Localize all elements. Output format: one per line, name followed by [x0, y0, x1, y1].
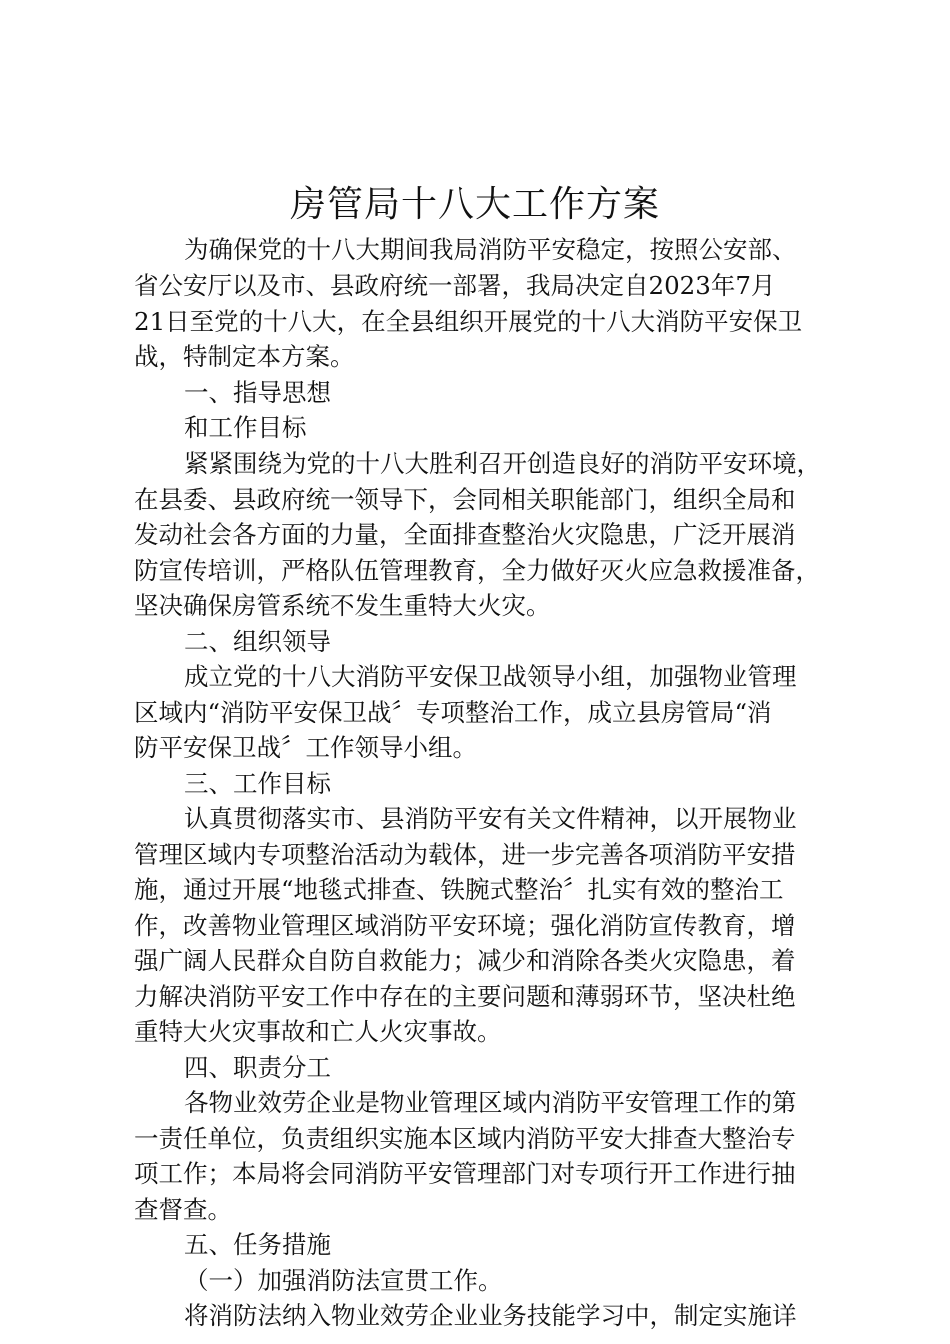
body-line: 防宣传培训，严格队伍管理教育，全力做好灭火应急救援准备，	[134, 556, 820, 585]
section-heading: 二、组织领导	[184, 627, 331, 656]
body-line: 紧紧围绕为党的十八大胜利召开创造良好的消防平安环境，	[184, 449, 821, 478]
body-line: 为确保党的十八大期间我局消防平安稳定，按照公安部、	[184, 235, 797, 264]
document-title: 房管局十八大工作方案	[289, 184, 660, 225]
body-line: 重特大火灾事故和亡人火灾事故。	[134, 1017, 502, 1046]
body-line: 一责任单位，负责组织实施本区域内消防平安大排查大整治专	[134, 1124, 796, 1153]
body-line: 21日至党的十八大，在全县组织开展党的十八大消防平安保卫	[134, 307, 803, 336]
body-line: 省公安厅以及市、县政府统一部署，我局决定自2023年7月	[134, 271, 776, 300]
body-line: 成立党的十八大消防平安保卫战领导小组，加强物业管理	[184, 662, 797, 691]
body-line: 将消防法纳入物业效劳企业业务技能学习中，制定实施详	[184, 1301, 797, 1330]
body-line: 防平安保卫战〞工作领导小组。	[134, 733, 477, 762]
body-line: 各物业效劳企业是物业管理区域内消防平安管理工作的第	[184, 1088, 797, 1117]
subsection-heading: （一）加强消防法宣贯工作。	[184, 1266, 503, 1295]
body-line: 区域内“消防平安保卫战〞专项整治工作，成立县房管局“消	[134, 698, 772, 727]
body-line: 发动社会各方面的力量，全面排查整治火灾隐患，广泛开展消	[134, 520, 796, 549]
body-line: 项工作；本局将会同消防平安管理部门对专项行开工作进行抽	[134, 1159, 796, 1188]
body-line: 施，通过开展“地毯式排查、铁腕式整治〞扎实有效的整治工	[134, 875, 784, 904]
section-heading: 和工作目标	[184, 413, 307, 442]
body-line: 坚决确保房管系统不发生重特大火灾。	[134, 591, 551, 620]
body-line: 战，特制定本方案。	[134, 342, 355, 371]
body-line: 在县委、县政府统一领导下，会同相关职能部门，组织全局和	[134, 485, 796, 514]
section-heading: 三、工作目标	[184, 769, 331, 798]
body-line: 强广阔人民群众自防自救能力；减少和消除各类火灾隐患，着	[134, 946, 796, 975]
section-heading: 四、职责分工	[184, 1053, 331, 1082]
body-line: 管理区域内专项整治活动为载体，进一步完善各项消防平安措	[134, 840, 796, 869]
body-line: 作，改善物业管理区域消防平安环境；强化消防宣传教育，增	[134, 911, 796, 940]
body-line: 查督查。	[134, 1195, 232, 1224]
section-heading: 五、任务措施	[184, 1230, 331, 1259]
section-heading: 一、指导思想	[184, 378, 331, 407]
body-line: 力解决消防平安工作中存在的主要问题和薄弱环节，坚决杜绝	[134, 982, 796, 1011]
body-line: 认真贯彻落实市、县消防平安有关文件精神，以开展物业	[184, 804, 797, 833]
